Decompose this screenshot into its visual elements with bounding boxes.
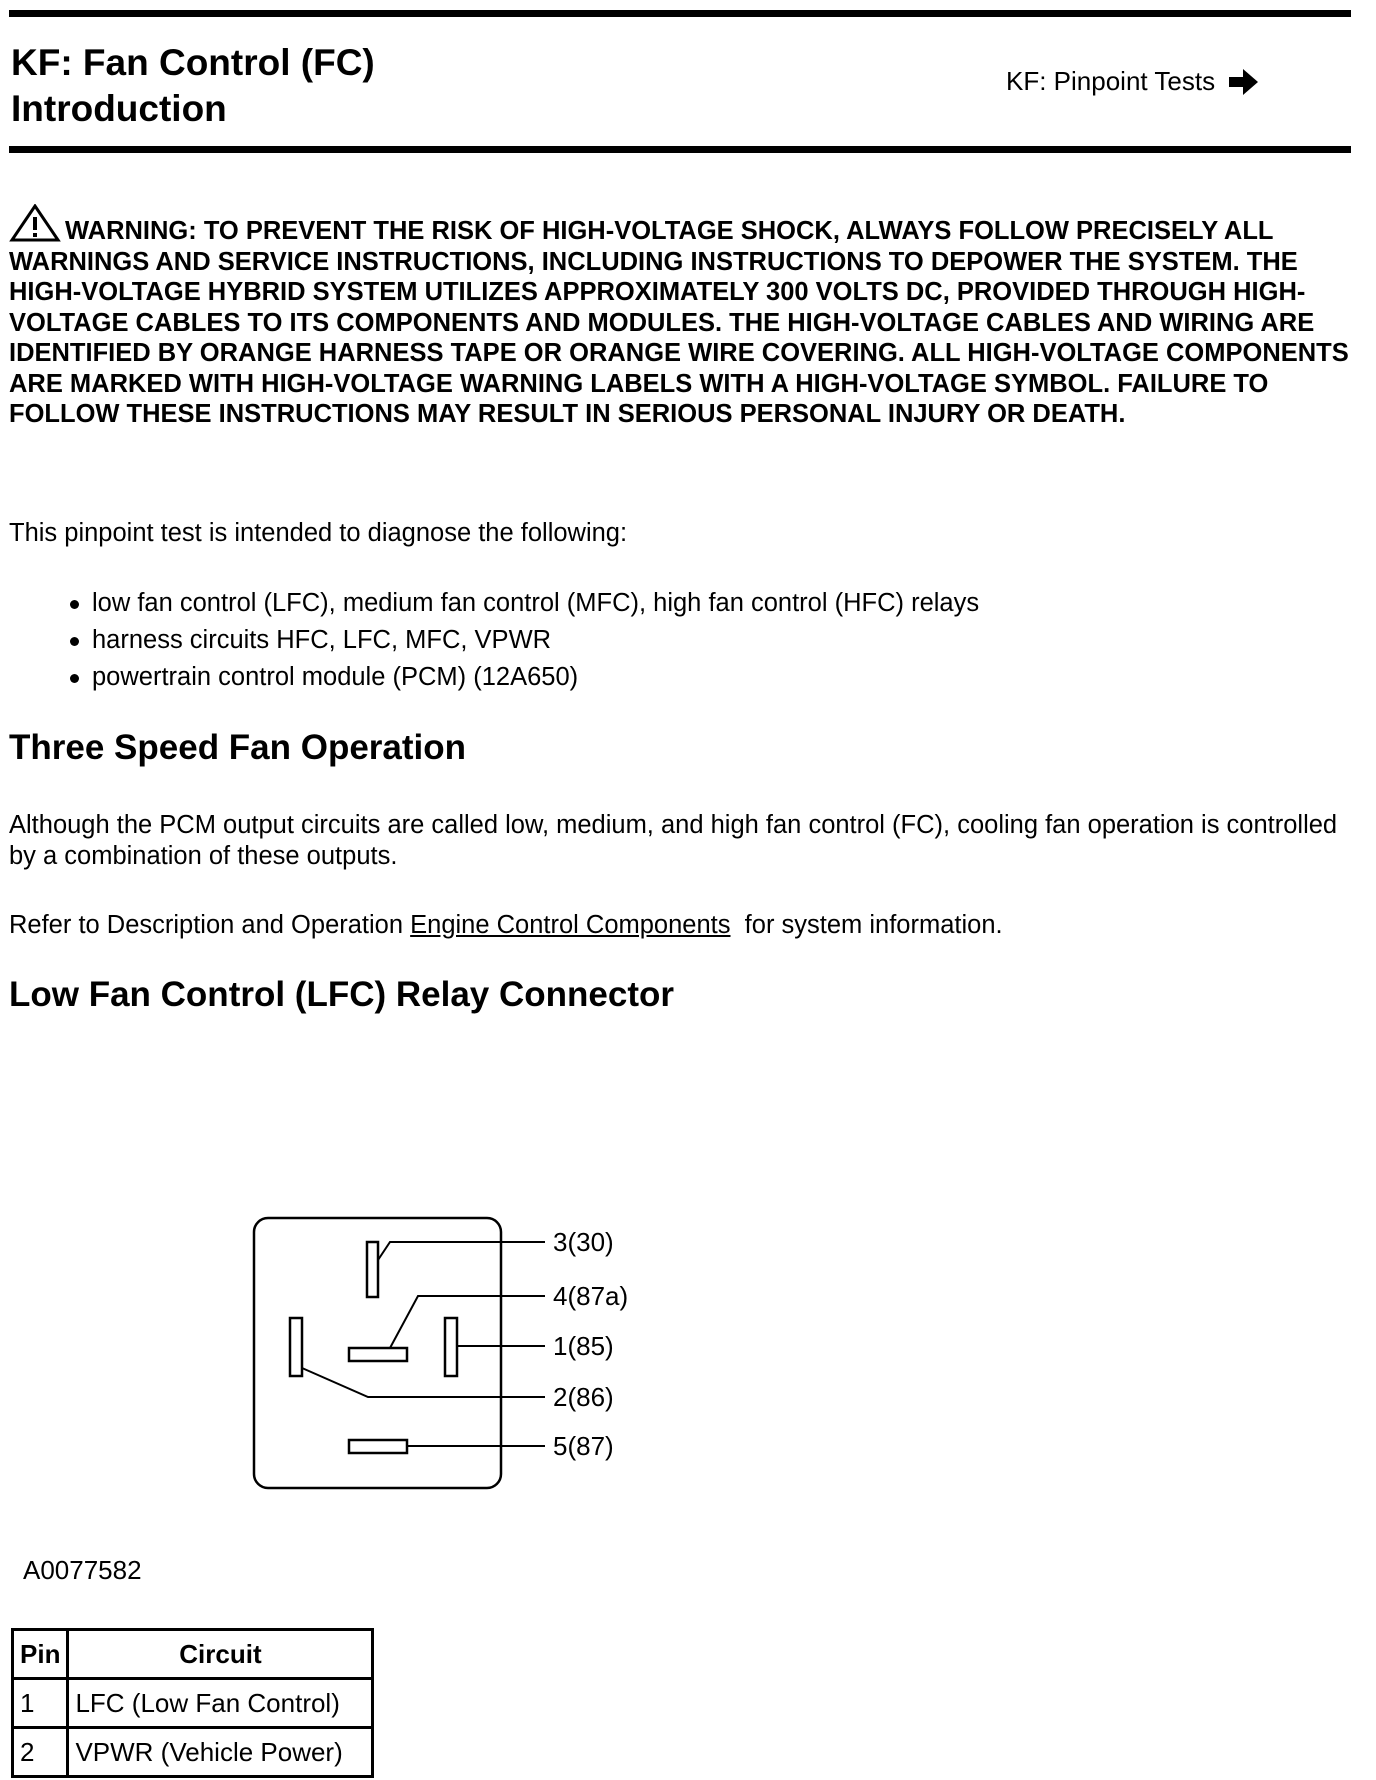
refer-paragraph bbox=[9, 910, 1003, 941]
pin-label-1: 1(85) bbox=[553, 1331, 614, 1361]
terminal-1 bbox=[445, 1318, 457, 1376]
pin-label-4: 4(87a) bbox=[553, 1281, 629, 1311]
pinpoint-tests-link-label: KF: Pinpoint Tests bbox=[1006, 66, 1216, 96]
high-voltage-warning bbox=[9, 204, 1354, 430]
circuit-cell: LFC (Low Fan Control) bbox=[68, 1679, 373, 1728]
warning-text: WARNING: TO PREVENT THE RISK OF HIGH-VOLTAGE SHOCK, ALWAYS FOLLOW PRECISELY ALL WARNINGS AND SERVICE INSTRUCTIONS, INCLUDING INSTRUCTIONS TO DEPOWER THE SYSTEM. THE HIGH-VOLTAGE HYBRID SYSTEM UTILIZES APPROXIMATELY 300 VOLTS DC, PROVIDED THROUGH HIGH-VOLTAGE CABLES TO ITS COMPONENTS AND MODULES. THE HIGH-VOLTAGE CABLES AND WIRING ARE IDENTIFIED BY ORANGE HARNESS TAPE OR ORANGE WIRE COVERING. ALL HIGH-VOLTAGE COMPONENTS ARE MARKED WITH HIGH-VOLTAGE WARNING LABELS WITH A HIGH-VOLTAGE SYMBOL. FAILURE TO FOLLOW THESE INSTRUCTIONS MAY RESULT IN SERIOUS PERSONAL INJURY OR DEATH. bbox=[9, 217, 1349, 428]
list-item: powertrain control module (PCM) (12A650) bbox=[9, 659, 979, 696]
header-pin: Pin bbox=[13, 1630, 68, 1679]
circuit-cell: VPWR (Vehicle Power) bbox=[68, 1728, 373, 1777]
terminal-4 bbox=[349, 1348, 407, 1361]
intro-text: This pinpoint test is intended to diagnose the following: bbox=[9, 519, 628, 547]
table-row bbox=[13, 1728, 373, 1777]
leader-2 bbox=[302, 1368, 545, 1397]
three-speed-text: Although the PCM output circuits are called low, medium, and high fan control (FC), cooling fan operation is controlled by a combination of these outputs. bbox=[9, 811, 1338, 870]
page-title bbox=[11, 40, 375, 132]
leader-3 bbox=[378, 1242, 545, 1260]
pin-cell: 2 bbox=[13, 1728, 68, 1777]
pinpoint-tests-link[interactable] bbox=[1006, 66, 1259, 97]
diagnose-list bbox=[9, 585, 979, 696]
pin-label-2: 2(86) bbox=[553, 1382, 614, 1412]
header-bottom-rule bbox=[9, 146, 1351, 153]
pin-circuit-table bbox=[11, 1628, 374, 1778]
arrow-right-icon bbox=[1229, 69, 1259, 95]
figure-id: A0077582 bbox=[23, 1555, 142, 1585]
three-speed-heading: Three Speed Fan Operation bbox=[9, 728, 467, 767]
title-line-2: Introduction bbox=[11, 88, 227, 129]
terminal-2 bbox=[290, 1318, 302, 1376]
title-line-1: KF: Fan Control (FC) bbox=[11, 42, 375, 83]
terminal-3 bbox=[367, 1242, 378, 1297]
list-item: low fan control (LFC), medium fan control (MFC), high fan control (HFC) relays bbox=[9, 585, 979, 622]
warning-triangle-icon bbox=[9, 204, 61, 242]
list-item: harness circuits HFC, LFC, MFC, VPWR bbox=[9, 622, 979, 659]
refer-prefix: Refer to Description and Operation bbox=[9, 911, 411, 939]
lfc-connector-heading: Low Fan Control (LFC) Relay Connector bbox=[9, 975, 674, 1014]
table-row bbox=[13, 1679, 373, 1728]
leader-4 bbox=[390, 1296, 545, 1348]
engine-control-components-link[interactable]: Engine Control Components bbox=[410, 911, 731, 939]
top-rule bbox=[9, 10, 1351, 17]
refer-suffix: for system information. bbox=[744, 911, 1003, 939]
header-circuit: Circuit bbox=[68, 1630, 373, 1679]
pin-label-5: 5(87) bbox=[553, 1431, 614, 1461]
table-header-row bbox=[13, 1630, 373, 1679]
relay-connector-diagram bbox=[240, 1200, 660, 1500]
pin-cell: 1 bbox=[13, 1679, 68, 1728]
pin-label-3: 3(30) bbox=[553, 1227, 614, 1257]
terminal-5 bbox=[349, 1440, 407, 1453]
